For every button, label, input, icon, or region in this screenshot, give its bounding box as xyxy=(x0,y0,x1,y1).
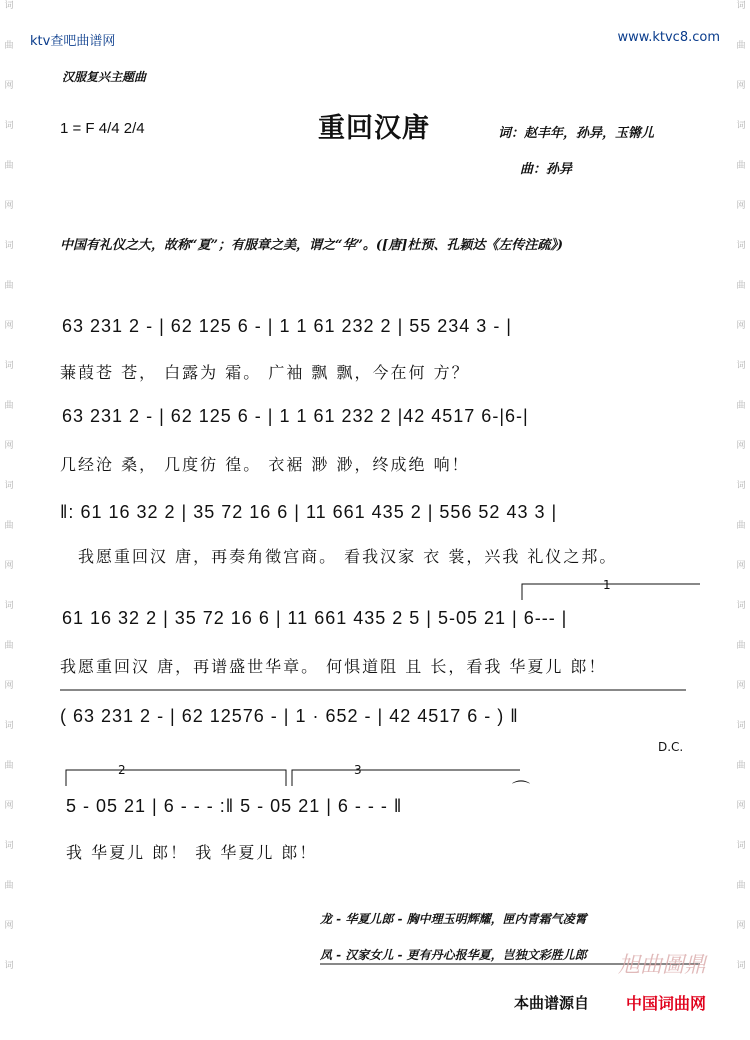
watermark-char: 词 xyxy=(736,241,746,251)
series-subtitle: 汉服复兴主题曲 xyxy=(62,70,147,84)
watermark-char: 词 xyxy=(736,961,746,971)
seal-stamp: 旭曲圖鼎 xyxy=(618,953,707,978)
watermark-char: 词 xyxy=(736,1,746,11)
watermark-char: 曲 xyxy=(736,41,746,51)
lyric-line-2: 几经沧 桑， 几度彷 徨。 衣裾 渺 渺，终成绝 响！ xyxy=(60,455,470,474)
watermark-char: 词 xyxy=(736,721,746,731)
watermark-char: 词 xyxy=(736,361,746,371)
volta-2-bracket xyxy=(66,770,286,786)
watermark-char: 曲 xyxy=(736,521,746,531)
watermark-char: 词 xyxy=(736,601,746,611)
lyric-line-1: 蒹葭苍 苍， 白露为 霜。 广袖 飘 飘，今在何 方？ xyxy=(60,363,470,382)
watermark-char: 网 xyxy=(736,201,746,211)
watermark-char: 词 xyxy=(736,841,746,851)
dc-marking: D.C. xyxy=(658,740,684,754)
footer-note-dragon: 龙 - 华夏儿郎 - 胸中理玉明辉耀，匣内青霜气凌霄 xyxy=(320,912,587,926)
watermark-char: 词 xyxy=(4,1,14,11)
watermark-char: 词 xyxy=(4,121,14,131)
source-label: 本曲谱源自 xyxy=(514,994,590,1012)
watermark-char: 曲 xyxy=(4,881,14,891)
watermark-char: 网 xyxy=(4,681,14,691)
notation-line-1: 63 231 2 - | 62 125 6 - | 1 1 61 232 2 | 55 234 3 - | xyxy=(62,316,512,336)
lyricist-credit: 词：赵丰年，孙异，玉锵儿 xyxy=(498,126,655,141)
volta-1-number: 1 xyxy=(603,578,611,592)
watermark-char: 曲 xyxy=(4,41,14,51)
volta-3-number: 3 xyxy=(354,763,362,777)
watermark-char: 词 xyxy=(4,721,14,731)
watermark-char: 词 xyxy=(736,481,746,491)
watermark-char: 网 xyxy=(736,81,746,91)
lyric-line-ending: 我 华夏儿 郎！ 我 华夏儿 郎！ xyxy=(66,843,318,862)
watermark-char: 网 xyxy=(736,441,746,451)
notation-line-interlude: ( 63 231 2 - | 62 12576 - | 1 · 652 - | 42 4517 6 - ) ‖ xyxy=(60,706,519,726)
site-label-left[interactable]: ktv查吧曲谱网 xyxy=(30,34,116,49)
watermark-char: 网 xyxy=(4,321,14,331)
volta-2-number: 2 xyxy=(118,763,126,777)
watermark-char: 曲 xyxy=(736,761,746,771)
watermark-char: 曲 xyxy=(736,881,746,891)
watermark-char: 曲 xyxy=(4,161,14,171)
footer-note-phoenix: 凤 - 汉家女儿 - 更有丹心报华夏，岂独文彩胜儿郎 xyxy=(320,948,587,962)
watermark-char: 词 xyxy=(4,481,14,491)
watermark-char: 网 xyxy=(736,321,746,331)
watermark-char: 网 xyxy=(4,81,14,91)
watermark-char: 曲 xyxy=(736,401,746,411)
watermark-char: 曲 xyxy=(736,161,746,171)
watermark-char: 曲 xyxy=(4,521,14,531)
watermark-char: 网 xyxy=(4,441,14,451)
watermark-char: 网 xyxy=(736,561,746,571)
watermark-char: 网 xyxy=(4,561,14,571)
composer-credit: 曲：孙异 xyxy=(520,162,573,177)
watermark-char: 词 xyxy=(4,241,14,251)
watermark-char: 词 xyxy=(4,961,14,971)
key-signature: 1 = F 4/4 2/4 xyxy=(60,120,145,137)
notation-line-ending: 5 - 05 21 | 6 - - - :‖ 5 - 05 21 | 6 - - - ‖ xyxy=(66,796,403,816)
lyric-line-4: 我愿重回汉 唐，再谱盛世华章。 何惧道阻 且 长，看我 华夏儿 郎！ xyxy=(60,657,607,676)
fermata-mark: ⌒ xyxy=(512,780,530,801)
lyric-line-3: 我愿重回汉 唐，再奏角徵宫商。 看我汉家 衣 裳，兴我 礼仪之邦。 xyxy=(78,547,618,566)
watermark-char: 词 xyxy=(736,121,746,131)
notation-line-2: 63 231 2 - | 62 125 6 - | 1 1 61 232 2 |42 4517 6-|6-| xyxy=(62,406,529,426)
site-label-right[interactable]: www.ktvc8.com xyxy=(617,30,720,45)
watermark-char: 网 xyxy=(4,801,14,811)
watermark-char: 词 xyxy=(4,601,14,611)
watermark-char: 曲 xyxy=(4,401,14,411)
watermark-char: 词 xyxy=(4,361,14,371)
notation-line-3: ‖: 61 16 32 2 | 35 72 16 6 | 11 661 435 2 | 556 52 43 3 | xyxy=(60,502,558,522)
watermark-char: 网 xyxy=(736,681,746,691)
watermark-char: 曲 xyxy=(4,281,14,291)
watermark-char: 曲 xyxy=(736,281,746,291)
volta-3-bracket xyxy=(292,770,520,786)
source-site-link[interactable]: 中国词曲网 xyxy=(626,994,707,1013)
notation-line-4: 61 16 32 2 | 35 72 16 6 | 11 661 435 2 5 | 5-05 21 | 6--- | xyxy=(62,608,568,628)
volta-1-bracket xyxy=(522,584,700,600)
epigraph-quote: 中国有礼仪之大，故称“夏”；有服章之美，谓之“华”。([唐]杜预、孔颖达《左传注疏》) xyxy=(60,238,564,253)
watermark-char: 网 xyxy=(4,201,14,211)
watermark-char: 网 xyxy=(736,921,746,931)
watermark-char: 曲 xyxy=(4,641,14,651)
watermark-char: 曲 xyxy=(736,641,746,651)
watermark-char: 网 xyxy=(736,801,746,811)
watermark-char: 网 xyxy=(4,921,14,931)
watermark-char: 曲 xyxy=(4,761,14,771)
watermark-char: 词 xyxy=(4,841,14,851)
song-title: 重回汉唐 xyxy=(318,113,430,144)
